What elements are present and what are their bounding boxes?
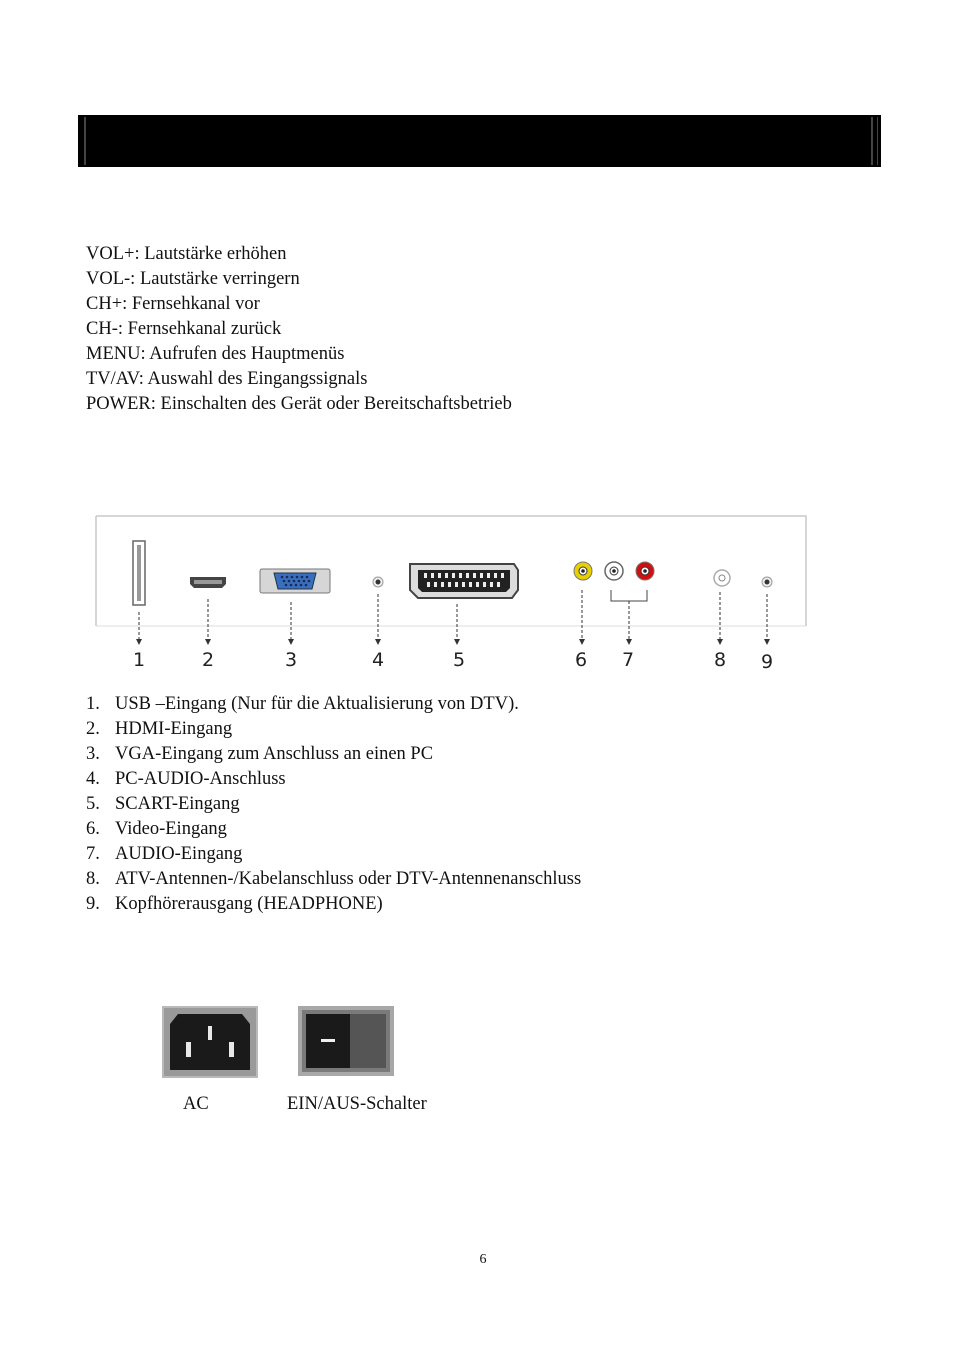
list-item: [86, 717, 581, 742]
audio-jack-red-icon: [636, 562, 654, 580]
list-item: [86, 792, 581, 817]
ac-label: AC: [183, 1094, 209, 1114]
audio-jack-white-icon: [605, 562, 623, 580]
section-header-bar: [78, 115, 881, 167]
control-menu: MENU: Aufrufen des Hauptmenüs: [86, 344, 345, 364]
audio-bracket: [611, 590, 647, 601]
list-number: 5.: [86, 794, 100, 814]
scart-port-icon: [410, 564, 518, 598]
list-text: ATV-Antennen-/Kabelanschluss oder DTV-Antennenanschluss: [115, 869, 582, 889]
usb-port-icon: [133, 541, 145, 605]
list-item: [86, 892, 581, 917]
callout-number: 3: [284, 649, 298, 671]
callout-number: 8: [713, 649, 727, 671]
ac-socket-icon: [162, 1006, 258, 1078]
list-number: 2.: [86, 719, 100, 739]
list-text: VGA-Eingang zum Anschluss an einen PC: [115, 744, 434, 764]
control-ch-plus: CH+: Fernsehkanal vor: [86, 294, 260, 314]
callout-number: 7: [621, 649, 635, 671]
callout-number: 5: [452, 649, 466, 671]
list-item: [86, 842, 581, 867]
pc-audio-jack-icon: [373, 577, 383, 587]
header-bar-edge: [871, 117, 873, 165]
control-vol-plus: VOL+: Lautstärke erhöhen: [86, 244, 287, 264]
list-text: Video-Eingang: [115, 819, 227, 839]
list-number: 9.: [86, 894, 100, 914]
list-number: 6.: [86, 819, 100, 839]
control-button-list: [86, 242, 512, 417]
headphone-jack-icon: [762, 577, 772, 587]
callout-number: 1: [132, 649, 146, 671]
vga-port-icon: [260, 569, 330, 593]
list-text: AUDIO-Eingang: [115, 844, 243, 864]
power-switch-icon: [298, 1006, 394, 1076]
callout-number: 9: [760, 651, 774, 673]
list-number: 4.: [86, 769, 100, 789]
port-description-list: [86, 692, 581, 917]
list-text: HDMI-Eingang: [115, 719, 233, 739]
list-text: Kopfhörerausgang (HEADPHONE): [115, 894, 383, 914]
header-bar-edge: [877, 117, 878, 165]
list-item: [86, 767, 581, 792]
list-number: 1.: [86, 694, 100, 714]
callout-number: 6: [574, 649, 588, 671]
control-vol-minus: VOL-: Lautstärke verringern: [86, 269, 300, 289]
hdmi-port-icon: [190, 577, 226, 588]
list-number: 8.: [86, 869, 100, 889]
list-item: [86, 742, 581, 767]
control-tv-av: TV/AV: Auswahl des Eingangssignals: [86, 369, 368, 389]
power-switch-label: EIN/AUS-Schalter: [287, 1094, 427, 1114]
control-power: POWER: Einschalten des Gerät oder Bereitschaftsbetrieb: [86, 394, 512, 414]
callout-number: 2: [201, 649, 215, 671]
list-text: PC-AUDIO-Anschluss: [115, 769, 286, 789]
list-text: SCART-Eingang: [115, 794, 240, 814]
connector-panel-diagram: [86, 494, 808, 684]
list-number: 3.: [86, 744, 100, 764]
control-ch-minus: CH-: Fernsehkanal zurück: [86, 319, 282, 339]
video-jack-icon: [574, 562, 592, 580]
list-number: 7.: [86, 844, 100, 864]
callout-number: 4: [371, 649, 385, 671]
page-number: 6: [479, 1252, 487, 1267]
list-text: USB –Eingang (Nur für die Aktualisierung von DTV).: [115, 694, 519, 714]
list-item: [86, 692, 581, 717]
list-item: [86, 867, 581, 892]
list-item: [86, 817, 581, 842]
antenna-port-icon: [714, 570, 730, 586]
header-bar-edge: [84, 117, 86, 165]
